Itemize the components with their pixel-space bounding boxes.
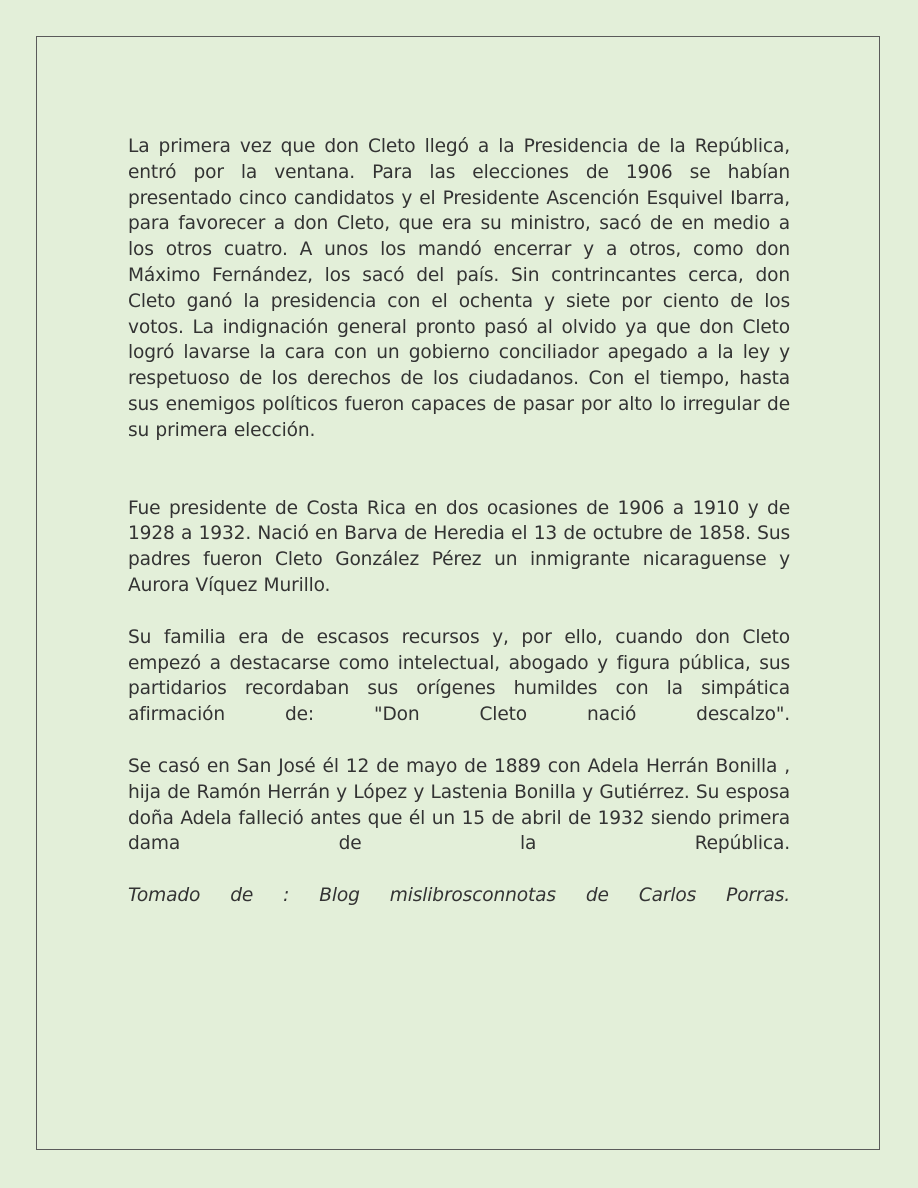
paragraph-family-origins: Su familia era de escasos recursos y, por ello, cuando don Cleto empezó a destacarse como intelectual, abogado y figura pública, sus partidarios recordaban sus orígenes humildes con la simpática afirmación de: "Don Cleto nació descalzo". bbox=[128, 626, 790, 726]
paragraph-biography: Fue presidente de Costa Rica en dos ocasiones de 1906 a 1910 y de 1928 a 1932. Nació en Barva de Heredia el 13 de octubre de 1858. Sus padres fueron Cleto González Pérez un inmigrante nicaraguense y Aurora Víquez Murillo. bbox=[128, 497, 790, 596]
document-body bbox=[128, 134, 790, 909]
paragraph-election-1906: La primera vez que don Cleto llegó a la Presidencia de la República, entró por la ventana. Para las elecciones de 1906 se habían presentado cinco candidatos y el Presidente Ascención Esquivel Ibarra, para favorecer a don Cleto, que era su ministro, sacó de en medio a los otros cuatro. A unos los mandó encerrar y a otros, como don Máximo Fernández, los sacó del país. Sin contrincantes cerca, don Cleto ganó la presidencia con el ochenta y siete por ciento de los votos. La indignación general pronto pasó al olvido ya que don Cleto logró lavarse la cara con un gobierno conciliador apegado a la ley y respetuoso de los derechos de los ciudadanos. Con el tiempo, hasta sus enemigos políticos fueron capaces de pasar por alto lo irregular de su primera elección. bbox=[128, 136, 790, 441]
source-citation: Tomado de : Blog mislibrosconnotas de Carlos Porras. bbox=[128, 885, 790, 907]
paragraph-marriage: Se casó en San José él 12 de mayo de 1889 con Adela Herrán Bonilla , hija de Ramón Herrán y López y Lastenia Bonilla y Gutiérrez. Su esposa doña Adela falleció antes que él un 15 de abril de 1932 siendo primera dama de la República. bbox=[128, 755, 790, 855]
